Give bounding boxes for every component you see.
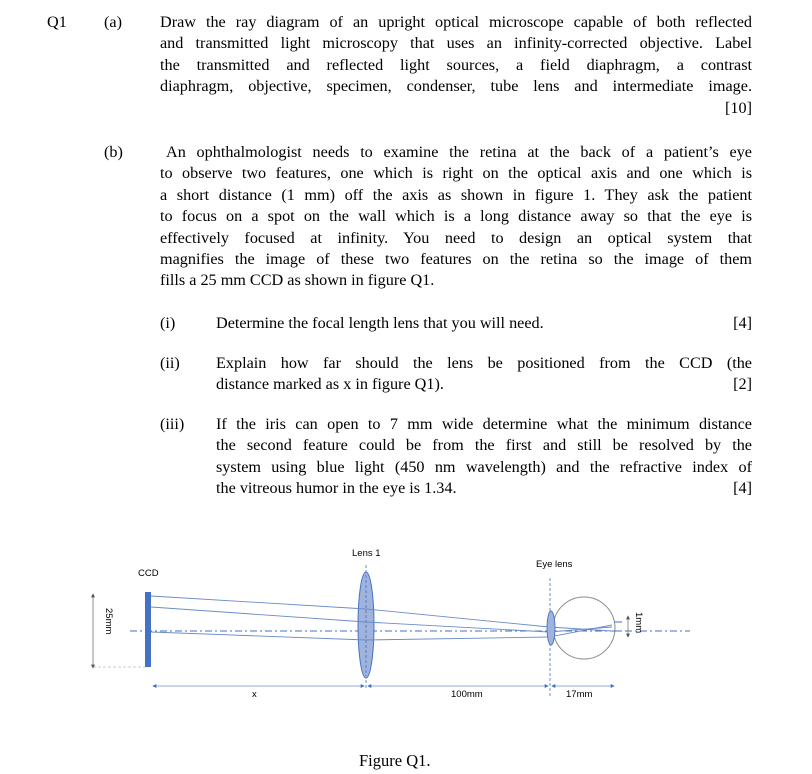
sub-iii-line: the vitreous humor in the eye is 1.34. (216, 479, 457, 498)
ray-lower-2 (366, 637, 549, 640)
ray-mid-2 (366, 622, 549, 632)
part-b-line: fills a 25 mm CCD as shown in figure Q1. (160, 271, 435, 290)
eye-lens (547, 611, 555, 645)
ccd-sensor (145, 592, 151, 667)
part-a-label: (a) (104, 13, 122, 31)
part-a-marks: [10] (725, 98, 752, 117)
lens-spacing-label: 100mm (451, 689, 483, 700)
sub-iii-line: the second feature could be from the first and still be resolved by the (216, 436, 752, 455)
sub-ii-text (216, 353, 752, 396)
ray-mid (151, 607, 366, 622)
figure-q1-diagram (0, 530, 812, 720)
ccd-size-label: 25mm (103, 608, 114, 635)
part-b-line: to observe two features, one which is right on the optical axis and one which is (160, 164, 752, 183)
part-a-line: diaphragm, objective, specimen, condenser, tube lens and intermediate image. (160, 77, 752, 96)
sub-ii-marks: [2] (733, 375, 752, 394)
part-b-label: (b) (104, 143, 123, 161)
sub-i-marks: [4] (733, 314, 752, 332)
part-b-text (160, 142, 752, 292)
sub-ii-line: distance marked as x in figure Q1). (216, 375, 444, 394)
question-number: Q1 (47, 13, 67, 31)
sub-iii-label: (iii) (160, 415, 185, 433)
sub-i-label: (i) (160, 314, 176, 332)
part-b-line: An ophthalmologist needs to examine the retina at the back of a patient’s eye (166, 143, 752, 161)
sub-iii-text (216, 414, 752, 500)
ray-lower (151, 632, 366, 640)
eye-lens-label: Eye lens (536, 559, 573, 570)
ccd-label: CCD (138, 568, 159, 579)
part-a-line: the transmitted and reflected light sources, a field diaphragm, a contrast (160, 55, 752, 74)
figure-caption: Figure Q1. (359, 751, 431, 770)
sub-ii-line: Explain how far should the lens be positioned from the CCD (the (216, 354, 752, 372)
sub-i-line: Determine the focal length lens that you will need. (216, 314, 544, 332)
x-label: x (252, 689, 257, 700)
sub-iii-line: If the iris can open to 7 mm wide determine what the minimum distance (216, 415, 752, 433)
part-b-line: a short distance (1 mm) off the axis as shown in figure 1. They ask the patient (160, 185, 752, 204)
eye-length-label: 17mm (566, 689, 593, 700)
sub-i-text (216, 313, 752, 334)
part-a-line: Draw the ray diagram of an upright optical microscope capable of both reflected (160, 13, 752, 31)
part-b-line: magnifies the image of these two features on the retina so the image of them (160, 250, 752, 269)
part-a-line: and transmitted light microscopy that uses an infinity-corrected objective. Label (160, 34, 752, 53)
part-b-line: effectively focused at infinity. You need to design an optical system that (160, 228, 752, 247)
sub-iii-line: system using blue light (450 nm wavelength) and the refractive index of (216, 457, 752, 476)
ray-upper-2 (366, 609, 549, 627)
lens1-label: Lens 1 (352, 548, 381, 559)
sub-iii-marks: [4] (733, 479, 752, 498)
part-b-line: to focus on a spot on the wall which is a long distance away so that the eye is (160, 207, 752, 226)
sub-ii-label: (ii) (160, 354, 180, 372)
part-a-text (160, 12, 752, 119)
feature-offset-label: 1mm (633, 612, 644, 634)
ray-upper (151, 596, 366, 609)
